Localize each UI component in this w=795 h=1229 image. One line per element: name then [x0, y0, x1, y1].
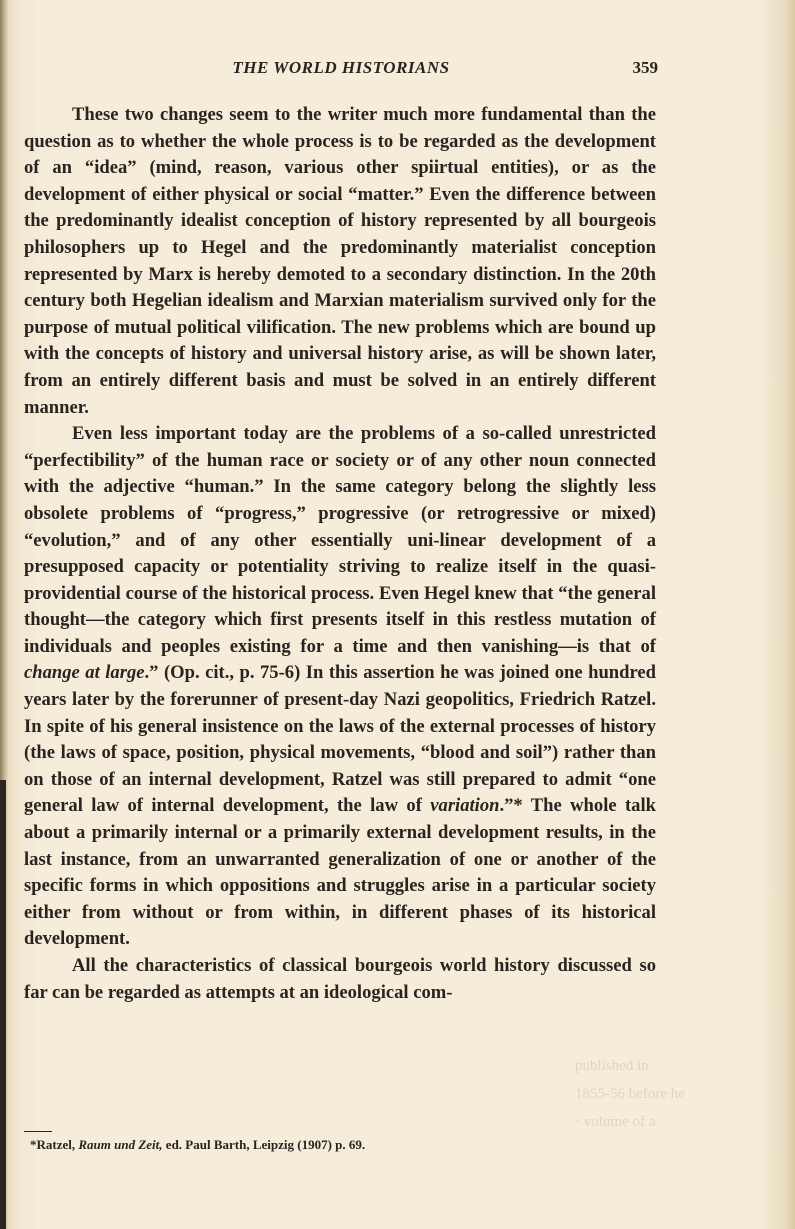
footnote: [24, 1136, 662, 1154]
bleed-through-text: published in 1855-56 before he · volume of a: [575, 1058, 685, 1130]
italic-text: variation: [430, 795, 500, 817]
text-run: Even less important today are the problems of a so-called unrestricted “perfectibility” of the human race or society or of any other noun connected with the adjective “human.” In the same category belong the slightly less obsolete problems of “progress,” progressive (or retrogressive or mixed) “evolution,” and of any other essentially uni-linear development of a presupposed capacity or potentiality striving to realize itself in the quasi-providential course of the historical process. Even Hegel knew that “the general thought—the category which first presents itself in this restless mutation of individuals and peoples existing for a time and then vanishing—is that of: [24, 423, 656, 657]
text-run: *Ratzel,: [30, 1137, 79, 1152]
text-run: ed. Paul Barth, Leipzig (1907) p. 69.: [162, 1137, 366, 1152]
footnote-rule: [24, 1131, 52, 1132]
running-header: [24, 58, 658, 88]
text-run: All the characteristics of classical bourgeois world history discussed so far can be regarded as attempts at an ideological com-: [24, 955, 656, 1003]
text-run: .” (Op. cit., p. 75-6) In this assertion he was joined one hundred years later by the forerunner of present-day Nazi geopolitics, Friedrich Ratzel. In spite of his general insistence on the laws of the external processes of history (the laws of space, position, physical movements, “blood and soil”) rather than on those of an internal development, Ratzel was still prepared to admit “one general law of internal development, the law of: [24, 662, 656, 817]
running-title: THE WORLD HISTORIANS: [232, 58, 450, 77]
text-run: .”* The whole talk about a primarily internal or a primarily external development results, in the last instance, from an unwarranted generalization of one or another of the specific forms in which oppositions and struggles arise in a particular society either from without or from within, in different phases of its historical development.: [24, 795, 656, 950]
paragraph: [24, 953, 656, 1006]
text-run: These two changes seem to the writer much more fundamental than the question as to whether the whole process is to be regarded as the development of an “idea” (mind, reason, various other spiirtual entities), or as the development of either physical or social “matter.” Even the difference between the predominantly idealist conception of history represented by all bourgeois philosophers up to Hegel and the predominantly materialist conception represented by Marx is hereby demoted to a secondary distinction. In the 20th century both Hegelian idealism and Marxian materialism survived only for the purpose of mutual political vilification. The new problems which are bound up with the concepts of history and universal history arise, as will be shown later, from an entirely different basis and must be solved in an entirely different manner.: [24, 104, 656, 418]
italic-text: change at large: [24, 662, 145, 684]
book-spine-edge: [0, 780, 6, 1229]
italic-text: Raum und Zeit,: [78, 1137, 163, 1152]
body-text: [24, 102, 656, 1006]
paragraph: [24, 421, 656, 953]
paragraph: [24, 102, 656, 421]
page-number: 359: [632, 58, 658, 77]
